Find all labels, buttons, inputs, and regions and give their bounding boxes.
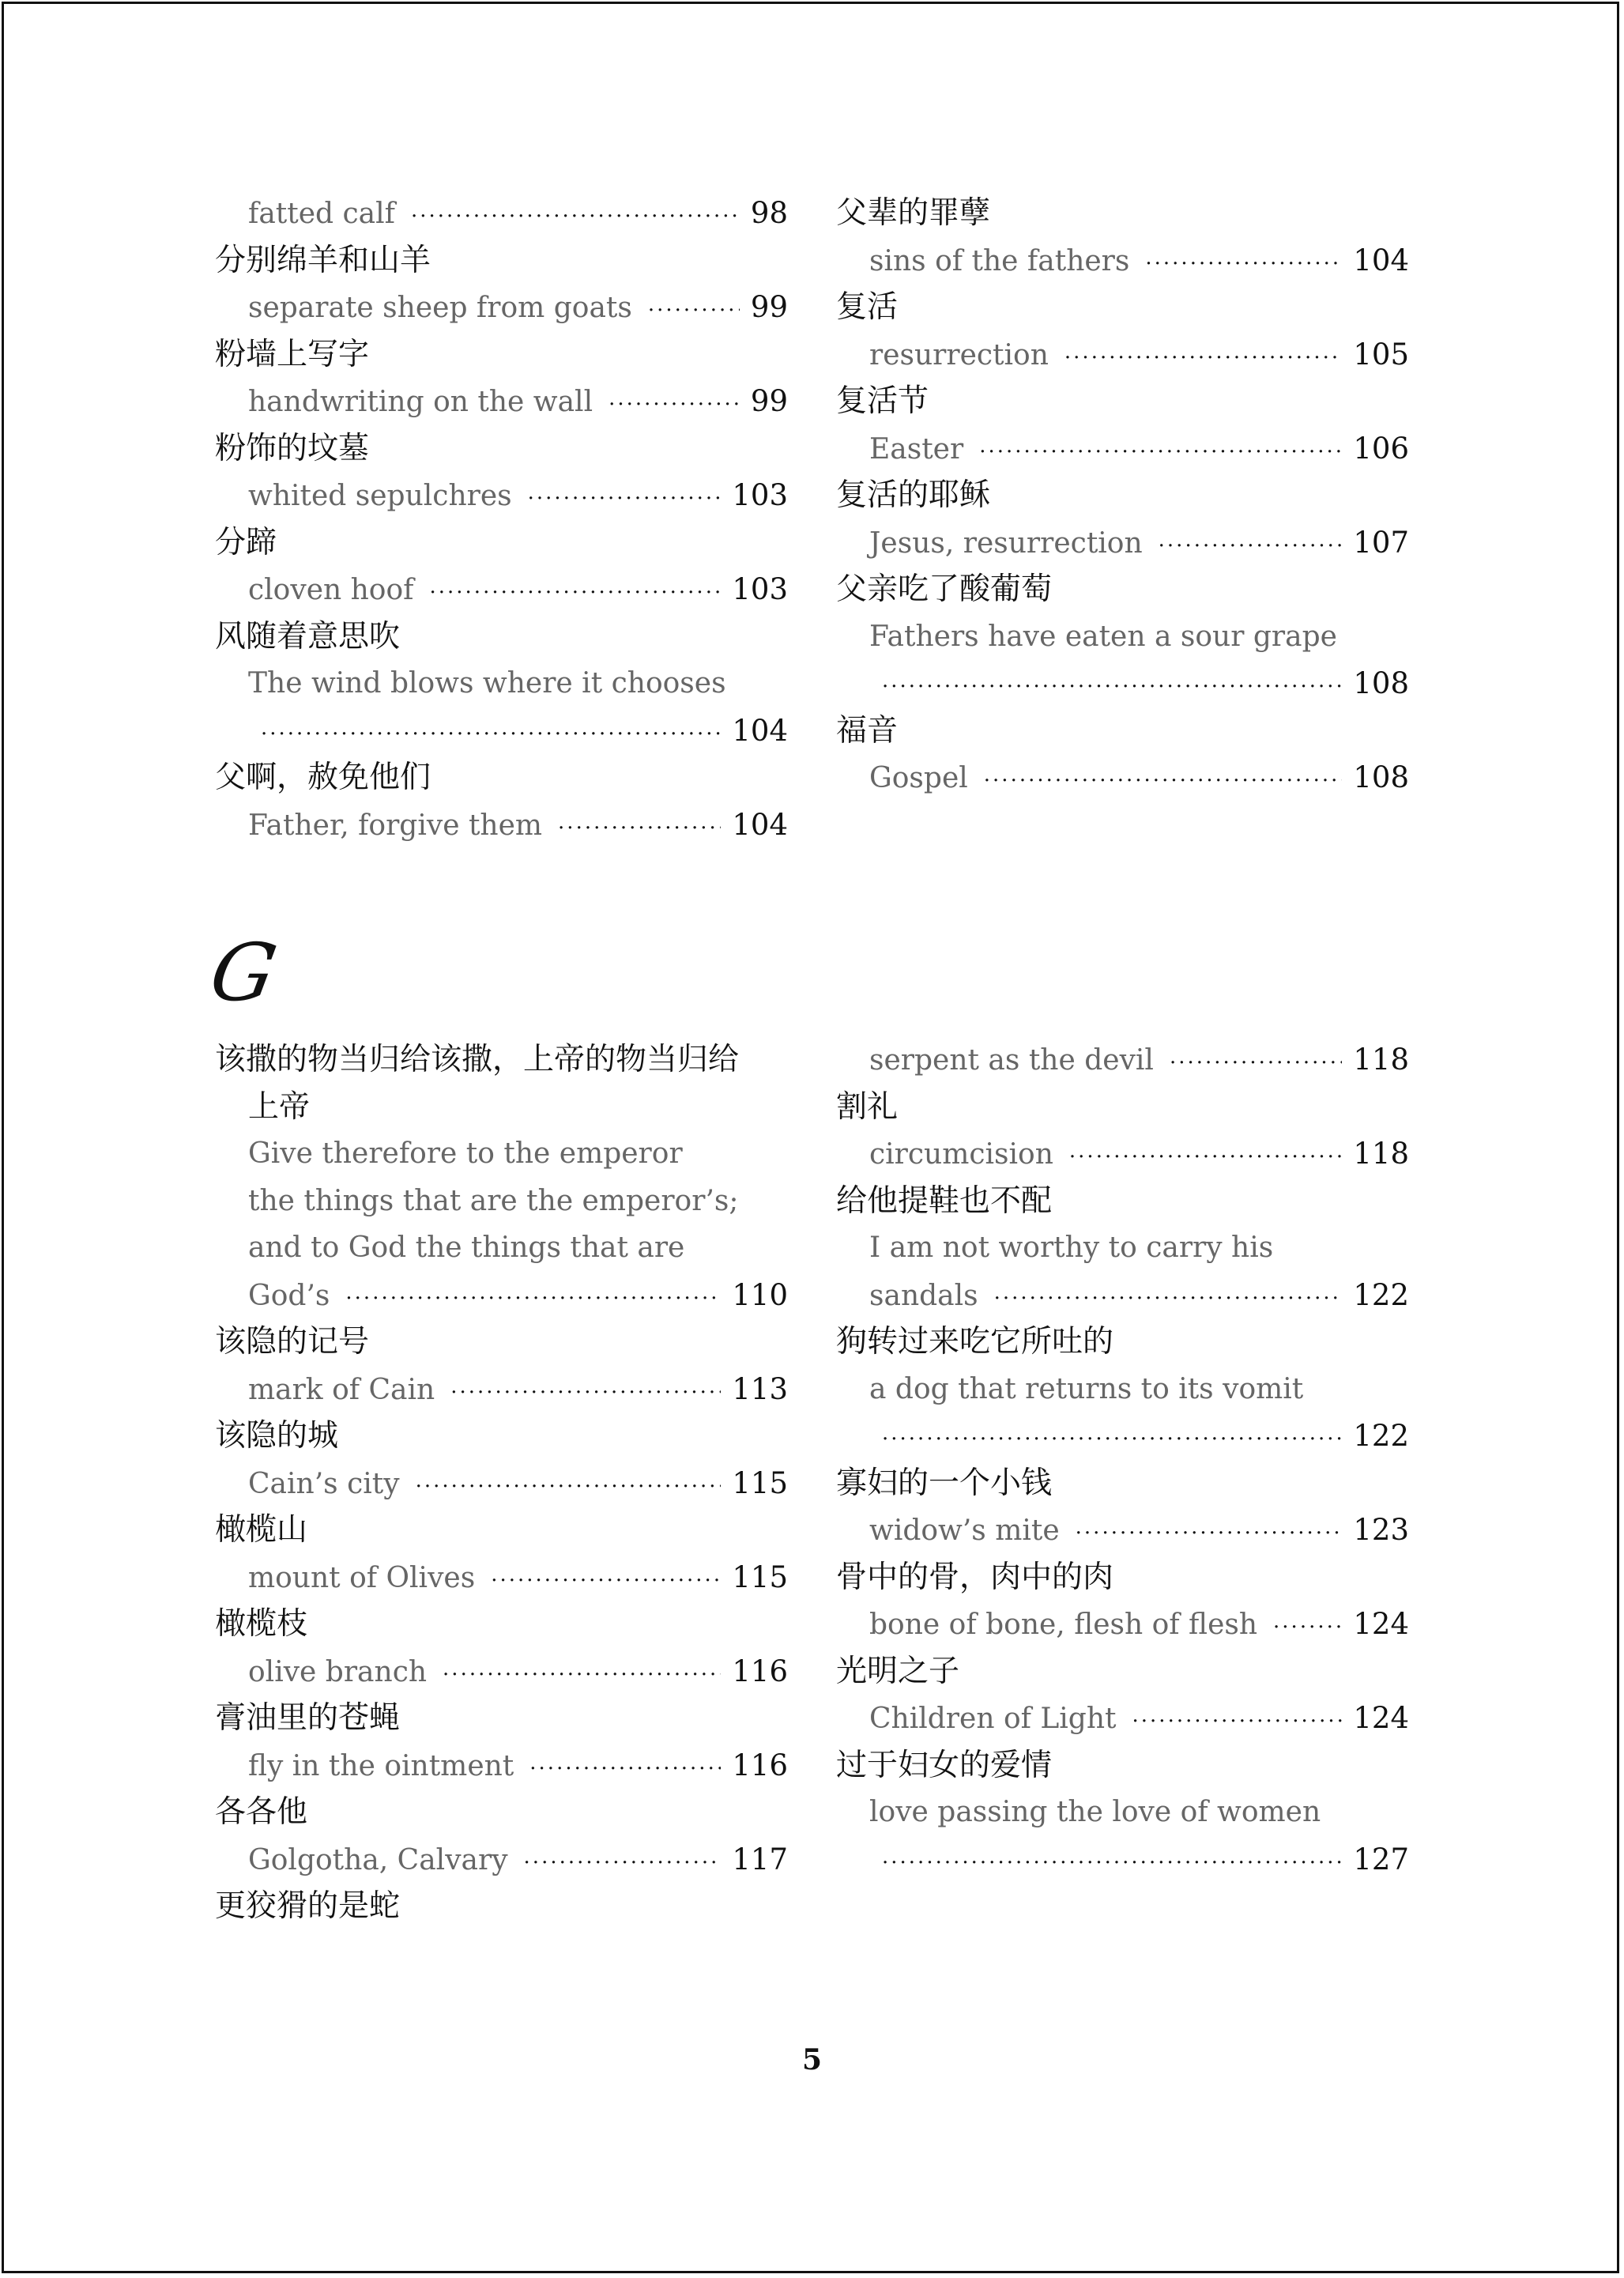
index-entry [836,1695,1409,1742]
english-term: widow’s mite [869,1514,1060,1547]
english-term: love passing the love of women [869,1796,1321,1828]
chinese-headword: 更狡猾的是蛇 [215,1888,401,1924]
entry-page-number: 108 [1353,760,1409,794]
index-entry [836,425,1409,473]
dot-leader [443,1652,721,1699]
chinese-headword: 复活 [836,289,899,325]
dot-leader [261,711,721,759]
english-term: God’s [248,1279,330,1312]
index-entry [215,1648,788,1695]
english-term: I am not worthy to carry his [869,1231,1274,1264]
chinese-headword: 粉饰的坟墓 [215,430,370,466]
entry-page-number: 115 [732,1465,788,1500]
dot-leader [609,382,740,429]
index-entry [215,1742,788,1790]
english-term: Golgotha, Calvary [248,1843,508,1876]
section-letter: G [203,926,284,1019]
entry-page-number: 106 [1353,431,1409,466]
entry-page-number: 115 [732,1560,788,1594]
dot-leader [491,1558,721,1605]
chinese-headword: 复活的耶稣 [836,477,991,513]
entry-page-number: 108 [1353,666,1409,700]
chinese-headword: 橄榄枝 [215,1606,308,1642]
english-term: sins of the fathers [869,244,1130,277]
index-entry [836,519,1409,567]
english-term: Jesus, resurrection [869,526,1143,560]
entry-page-number: 127 [1353,1842,1409,1876]
english-term: Father, forgive them [248,809,543,842]
index-entry [215,801,788,849]
chinese-headword: 父啊，赦免他们 [215,760,431,795]
index-entry [215,566,788,613]
index-entry [215,284,788,331]
english-term: whited sepulchres [248,480,512,512]
index-entry [215,1460,788,1507]
english-term: bone of bone, flesh of flesh [869,1609,1258,1641]
english-term: fatted calf [248,198,395,230]
entry-page-number: 122 [1353,1277,1409,1312]
dot-leader [1170,1040,1342,1088]
index-entry [836,1507,1409,1554]
english-term: Fathers have eaten a sour grape [869,620,1337,653]
english-term: circumcision [869,1138,1053,1171]
english-term: sandals [869,1279,978,1312]
dot-leader [528,476,722,523]
entry-page-number: 99 [750,290,788,324]
dot-leader [411,194,740,241]
chinese-headword: 各各他 [215,1794,308,1830]
english-term: fly in the ointment [248,1749,514,1782]
index-entry [836,1836,1409,1884]
entry-page-number: 104 [1353,243,1409,277]
english-term: Children of Light [869,1703,1117,1735]
chinese-headword: 寡妇的一个小钱 [836,1465,1053,1501]
dot-leader [524,1840,722,1888]
english-term: resurrection [869,338,1049,371]
entry-page-number: 99 [750,384,788,418]
chinese-headword: 分蹄 [215,524,277,560]
index-column-bottom-right [836,1036,1409,1883]
index-entry [215,378,788,425]
dot-leader [529,1746,721,1793]
chinese-headword: 风随着意思吹 [215,618,401,654]
index-entry [215,707,788,755]
index-entry [836,1224,1409,1272]
dot-leader [1069,1134,1342,1182]
dot-leader [558,805,721,853]
index-entry [215,472,788,519]
index-entry [836,754,1409,801]
chinese-headword: 该撒的物当归给该撒，上帝的物当归给 [215,1042,740,1077]
entry-page-number: 105 [1353,337,1409,371]
english-term: separate sheep from goats [248,292,632,324]
english-term: and to God the things that are [248,1231,685,1264]
index-entry [215,190,788,237]
index-entry [836,1412,1409,1460]
dot-leader [882,1416,1342,1464]
entry-page-number: 117 [732,1842,788,1876]
chinese-headword: 骨中的骨，肉中的肉 [836,1559,1114,1595]
chinese-headword: 福音 [836,712,899,749]
english-term: olive branch [248,1655,428,1688]
chinese-headword: 给他提鞋也不配 [836,1182,1053,1219]
entry-page-number: 124 [1353,1701,1409,1735]
index-entry [215,1224,788,1272]
entry-page-number: 103 [732,478,788,512]
entry-page-number: 123 [1353,1513,1409,1547]
entry-page-number: 122 [1353,1419,1409,1453]
chinese-headword: 光明之子 [836,1653,960,1689]
dot-leader [648,288,740,335]
dot-leader [1132,1699,1343,1746]
index-entry [836,1366,1409,1413]
dot-leader [429,570,721,617]
dot-leader [984,758,1343,805]
index-column-top-left [215,190,788,848]
english-term: Cain’s city [248,1467,400,1500]
index-entry [836,613,1409,661]
english-term: Give therefore to the emperor [248,1137,683,1170]
chinese-headword: 分别绵羊和山羊 [215,242,431,278]
chinese-headword: 父辈的罪孽 [836,195,991,231]
index-entry [215,1178,788,1225]
index-column-bottom-left [215,1036,788,1930]
english-term: a dog that returns to its vomit [869,1372,1304,1405]
english-term: Gospel [869,762,968,794]
dot-leader [1273,1605,1342,1652]
chinese-headword: 上帝 [248,1088,311,1125]
entry-page-number: 103 [732,572,788,606]
chinese-headword: 复活节 [836,383,929,419]
english-term: The wind blows where it chooses [248,667,726,700]
index-entry [836,660,1409,707]
index-entry [215,1272,788,1319]
index-entry [836,1272,1409,1319]
entry-page-number: 116 [732,1654,788,1688]
index-entry [215,1366,788,1413]
dot-leader [1159,523,1343,571]
entry-page-number: 113 [732,1371,788,1406]
dot-leader [1076,1510,1343,1558]
dot-leader [345,1276,721,1323]
chinese-headword: 过于妇女的爱情 [836,1747,1053,1783]
english-term: the things that are the emperor’s; [248,1184,739,1217]
entry-page-number: 118 [1353,1137,1409,1171]
entry-page-number: 104 [732,807,788,842]
entry-page-number: 98 [750,196,788,230]
dot-leader [416,1464,722,1511]
english-term: handwriting on the wall [248,386,593,418]
entry-page-number: 104 [732,713,788,748]
index-entry [836,1130,1409,1178]
chinese-headword: 膏油里的苍蝇 [215,1700,401,1736]
index-entry [215,1554,788,1601]
english-term: serpent as the devil [869,1044,1154,1077]
index-entry [836,1036,1409,1084]
english-term: mark of Cain [248,1373,435,1406]
dot-leader [882,1840,1342,1888]
index-entry [215,660,788,707]
index-entry [215,1130,788,1178]
chinese-headword: 父亲吃了酸葡萄 [836,571,1053,607]
index-column-top-right [836,190,1409,801]
english-term: cloven hoof [248,574,414,606]
entry-page-number: 107 [1353,525,1409,560]
english-term: Easter [869,432,964,466]
index-entry [836,1789,1409,1836]
chinese-headword: 粉墙上写字 [215,336,370,372]
dot-leader [979,429,1342,477]
index-entry [836,1601,1409,1648]
chinese-headword: 橄榄山 [215,1512,308,1548]
index-entry [215,1836,788,1884]
chinese-headword: 狗转过来吃它所吐的 [836,1324,1114,1360]
index-entry [836,331,1409,379]
chinese-headword: 该隐的城 [215,1418,339,1454]
entry-page-number: 118 [1353,1043,1409,1077]
chinese-headword: 割礼 [836,1088,899,1125]
page-number: 5 [801,2043,823,2076]
dot-leader [450,1370,721,1417]
index-entry [836,237,1409,285]
dot-leader [1064,335,1342,383]
dot-leader [882,664,1342,711]
dot-leader [994,1276,1343,1323]
dot-leader [1145,241,1342,289]
chinese-headword: 该隐的记号 [215,1324,370,1360]
entry-page-number: 124 [1353,1607,1409,1641]
english-term: mount of Olives [248,1561,476,1594]
entry-page-number: 116 [732,1748,788,1782]
entry-page-number: 110 [732,1277,788,1312]
